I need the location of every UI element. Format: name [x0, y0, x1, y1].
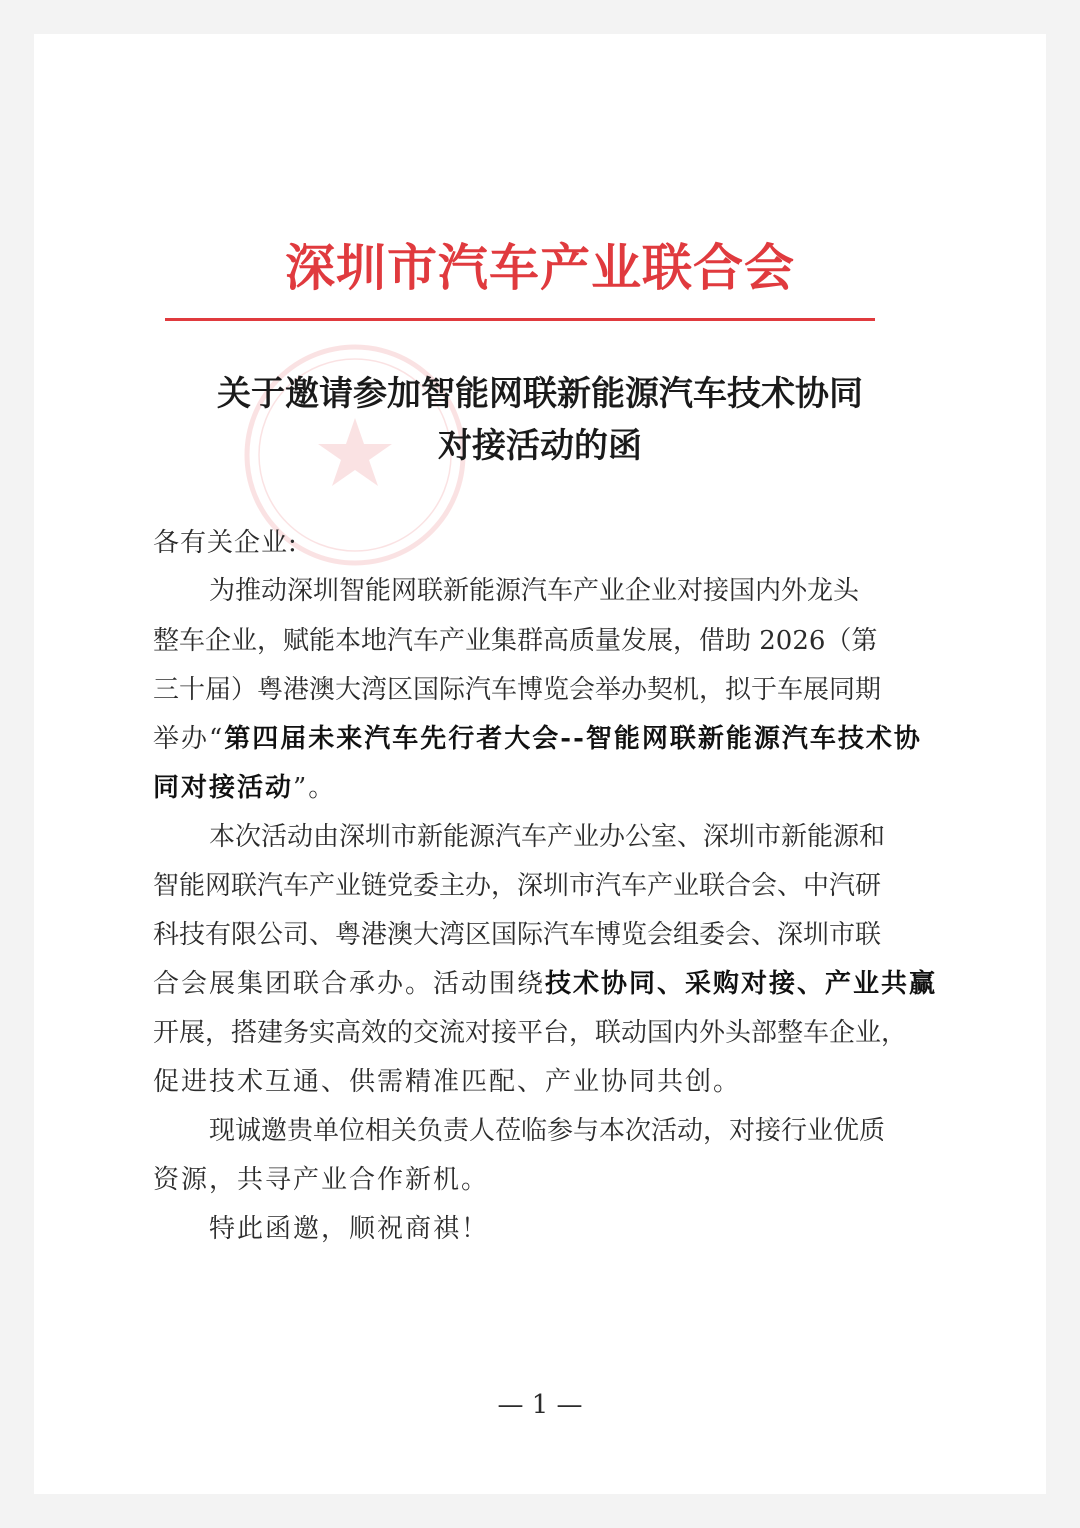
- salutation: 各有关企业:: [153, 528, 298, 558]
- closing-line: [209, 1208, 925, 1245]
- document-title-line-1: 关于邀请参加智能网联新能源汽车技术协同: [217, 374, 863, 414]
- paragraph-1-line-4-prefix: 举办“: [153, 724, 225, 754]
- activity-themes-bold: 技术协同、采购对接、产业共赢: [545, 969, 938, 999]
- paragraph-2-line-3: [153, 914, 925, 951]
- paragraph-3-line-2: [153, 1159, 925, 1196]
- event-name-bold-part-2: 同对接活动: [153, 773, 294, 803]
- paragraph-2-line-1: [209, 816, 925, 853]
- paragraph-1-line-3-text: 三十届）粤港澳大湾区国际汽车博览会举办契机，拟于车展同期: [153, 675, 882, 705]
- paragraph-2-line-2-text: 智能网联汽车产业链党委主办，深圳市汽车产业联合会、中汽研: [153, 871, 882, 901]
- paragraph-1-line-5: [153, 767, 925, 804]
- paragraph-1-line-2-text: 整车企业，赋能本地汽车产业集群高质量发展，借助 2026（第: [153, 626, 878, 656]
- page-number: — 1 —: [497, 1390, 583, 1420]
- paragraph-1-line-1-text: 为推动深圳智能网联新能源汽车产业企业对接国内外龙头: [209, 576, 860, 606]
- paragraph-2-line-6: [153, 1061, 925, 1098]
- paragraph-2-line-5-text: 开展，搭建务实高效的交流对接平台，联动国内外头部整车企业，: [153, 1018, 908, 1048]
- paragraph-1-line-5-suffix: ”。: [293, 773, 337, 803]
- paragraph-3-line-1-text: 现诚邀贵单位相关负责人莅临参与本次活动，对接行业优质: [209, 1116, 886, 1146]
- organization-letterhead: 深圳市汽车产业联合会: [285, 238, 795, 297]
- paragraph-2-line-1-text: 本次活动由深圳市新能源汽车产业办公室、深圳市新能源和: [209, 822, 886, 852]
- letterhead-red-rule: [165, 318, 875, 321]
- paragraph-2-line-4-prefix: 合会展集团联合承办。活动围绕: [153, 969, 546, 999]
- paragraph-1-line-2: [153, 620, 925, 657]
- event-name-bold-part-1: 第四届未来汽车先行者大会--智能网联新能源汽车技术协: [224, 724, 922, 754]
- paragraph-2-line-3-text: 科技有限公司、粤港澳大湾区国际汽车博览会组委会、深圳市联: [153, 920, 882, 950]
- paragraph-2-line-4: [153, 963, 938, 1000]
- document-title-line-2: 对接活动的函: [438, 426, 642, 466]
- paragraph-2-line-5: [153, 1012, 925, 1049]
- paragraph-3-line-1: [209, 1110, 925, 1147]
- closing-text: 特此函邀，顺祝商祺！: [209, 1214, 490, 1244]
- paragraph-1-line-3: [153, 669, 925, 706]
- paragraph-2-line-6-text: 促进技术互通、供需精准匹配、产业协同共创。: [153, 1067, 742, 1097]
- paragraph-1-line-4: [153, 718, 925, 755]
- paragraph-3-line-2-text: 资源，共寻产业合作新机。: [153, 1165, 490, 1195]
- paragraph-2-line-2: [153, 865, 925, 902]
- paragraph-1-line-1: [209, 570, 925, 607]
